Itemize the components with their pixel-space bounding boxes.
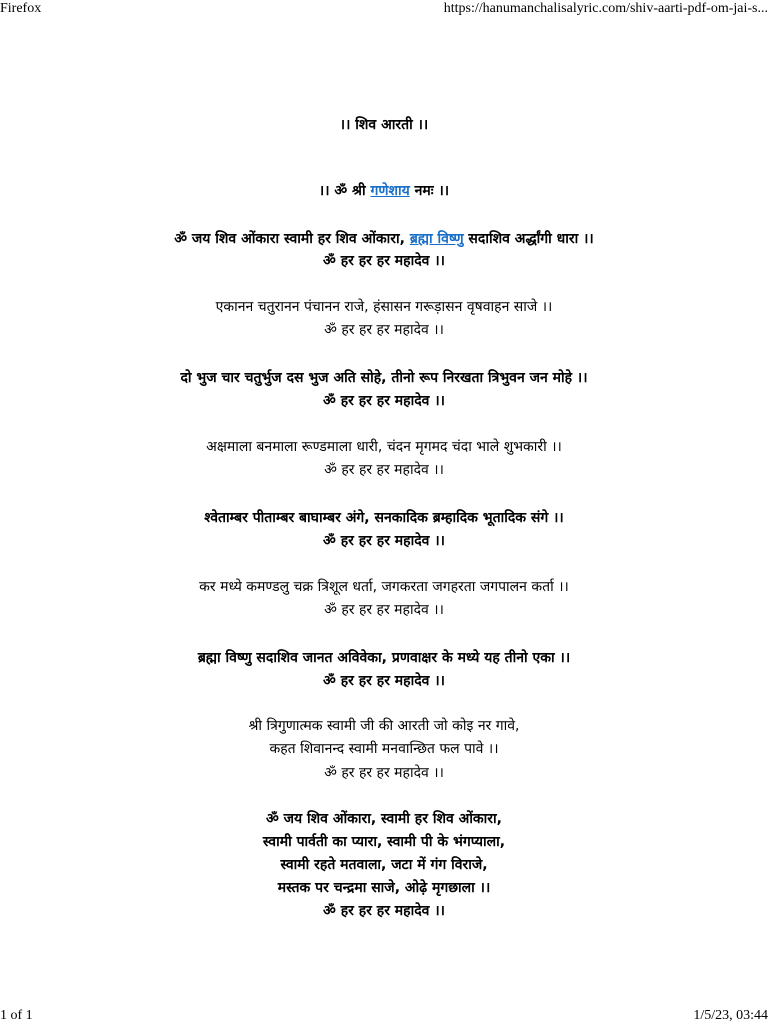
print-datetime: 1/5/23, 03:44 — [693, 1008, 768, 1023]
verse-1-prefix: ॐ जय शिव ओंकारा स्वामी हर शिव ओंकारा, — [174, 231, 410, 247]
ganeshaya-link[interactable]: गणेशाय — [370, 183, 410, 199]
print-header-browser-name: Firefox — [0, 1, 42, 16]
verse-8-line-1: श्री त्रिगुणात्मक स्वामी जी की आरती जो कोइ नर गावे, — [248, 718, 520, 734]
verse-7-line-1: ब्रह्मा विष्णु सदाशिव जानत अविवेका, प्रणवाक्षर के मध्ये यह तीनो एका ।। — [197, 650, 571, 666]
verse-3-line-1: दो भुज चार चतुर्भुज दस भुज अति सोहे, तीनो रूप निरखता त्रिभुवन जन मोहे ।। — [180, 370, 588, 386]
verse-2-line-1: एकानन चतुरानन पंचानन राजे, हंसासन गरूड़ासन वृषवाहन साजे ।। — [215, 299, 553, 315]
invocation-prefix: ।। ॐ श्री — [318, 183, 371, 199]
verse-7-refrain: ॐ हर हर हर महादेव ।। — [323, 673, 445, 689]
verse-4-refrain: ॐ हर हर हर महादेव ।। — [324, 462, 444, 478]
verse-9-line-3: स्वामी रहते मतवाला, जटा में गंग विराजे, — [280, 857, 488, 873]
verse-4-line-1: अक्षमाला बनमाला रूण्डमाला धारी, चंदन मृगमद चंदा भाले शुभकारी ।। — [206, 439, 562, 455]
verse-1-refrain: ॐ हर हर हर महादेव ।। — [323, 253, 445, 269]
verse-5-refrain: ॐ हर हर हर महादेव ।। — [323, 533, 445, 549]
page-title: ।। शिव आरती ।। — [339, 117, 429, 133]
page-count: 1 of 1 — [0, 1008, 33, 1023]
verse-8-refrain: ॐ हर हर हर महादेव ।। — [324, 765, 444, 781]
verse-9-line-2: स्वामी पार्वती का प्यारा, स्वामी पी के भंगप्याला, — [262, 834, 506, 850]
brahma-vishnu-link[interactable]: ब्रह्मा विष्णु — [409, 231, 464, 247]
verse-2-refrain: ॐ हर हर हर महादेव ।। — [324, 322, 444, 338]
print-footer — [0, 1007, 768, 1025]
verse-6-refrain: ॐ हर हर हर महादेव ।। — [324, 602, 444, 618]
verse-1-line-1 — [0, 229, 768, 249]
verse-1-suffix: सदाशिव अर्द्धांगी धारा ।। — [463, 231, 594, 247]
invocation-line — [0, 181, 768, 201]
print-header-url: https://hanumanchalisalyric.com/shiv-aarti-pdf-om-jai-s... — [443, 1, 768, 16]
print-header — [0, 0, 768, 18]
verse-5-line-1: श्वेताम्बर पीताम्बर बाघाम्बर अंगे, सनकादिक ब्रम्हादिक भूतादिक संगे ।। — [204, 510, 564, 526]
verse-9-line-1: ॐ जय शिव ओंकारा, स्वामी हर शिव ओंकारा, — [266, 811, 502, 827]
verse-3-refrain: ॐ हर हर हर महादेव ।। — [323, 393, 445, 409]
verse-9-line-4: मस्तक पर चन्द्रमा साजे, ओढ़े मृगछाला ।। — [277, 880, 491, 896]
invocation-suffix: नमः ।। — [409, 183, 450, 199]
verse-9-refrain: ॐ हर हर हर महादेव ।। — [323, 903, 445, 919]
verse-8-line-2: कहत शिवानन्द स्वामी मनवान्छित फल पावे ।। — [269, 741, 499, 757]
verse-6-line-1: कर मध्ये कमण्डलु चक्र त्रिशूल धर्ता, जगकरता जगहरता जगपालन कर्ता ।। — [199, 579, 569, 595]
